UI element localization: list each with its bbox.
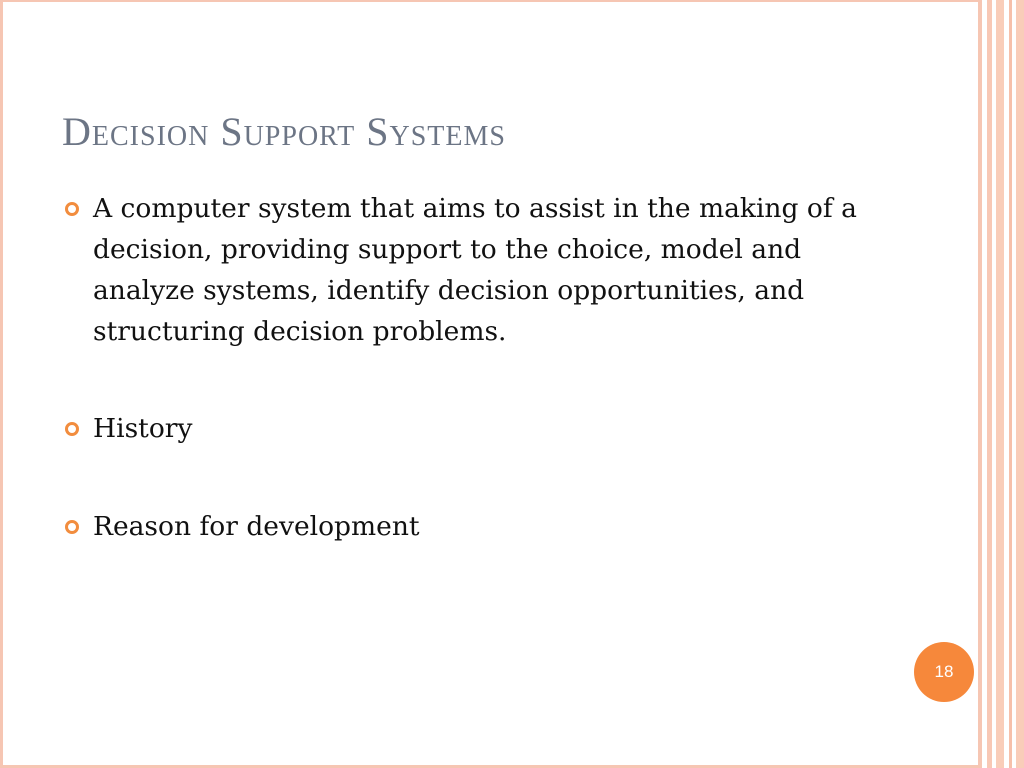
bullet-list — [62, 188, 862, 547]
ring-bullet-icon — [65, 422, 79, 436]
slide-title: Decision Support Systems — [62, 109, 506, 154]
ring-bullet-icon — [65, 520, 79, 534]
bullet-item-history — [62, 408, 862, 449]
frame-right-border — [978, 0, 982, 768]
bullet-item-reason — [62, 506, 862, 547]
decorative-stripe — [1009, 0, 1012, 768]
bullet-item-definition — [62, 188, 862, 352]
decorative-stripe — [1016, 0, 1024, 768]
decorative-stripe — [987, 0, 992, 768]
bullet-text: History — [93, 413, 193, 444]
frame-top-border — [0, 0, 982, 2]
bullet-text: Reason for development — [93, 511, 420, 542]
page-number-badge: 18 — [914, 642, 974, 702]
decorative-stripe — [996, 0, 1004, 768]
bullet-text: A computer system that aims to assist in the making of a decision, providing support to the choice, model and analyze systems, identify decision opportunities, and structuring decision problems. — [93, 193, 857, 347]
ring-bullet-icon — [65, 202, 79, 216]
frame-left-border — [0, 0, 3, 768]
